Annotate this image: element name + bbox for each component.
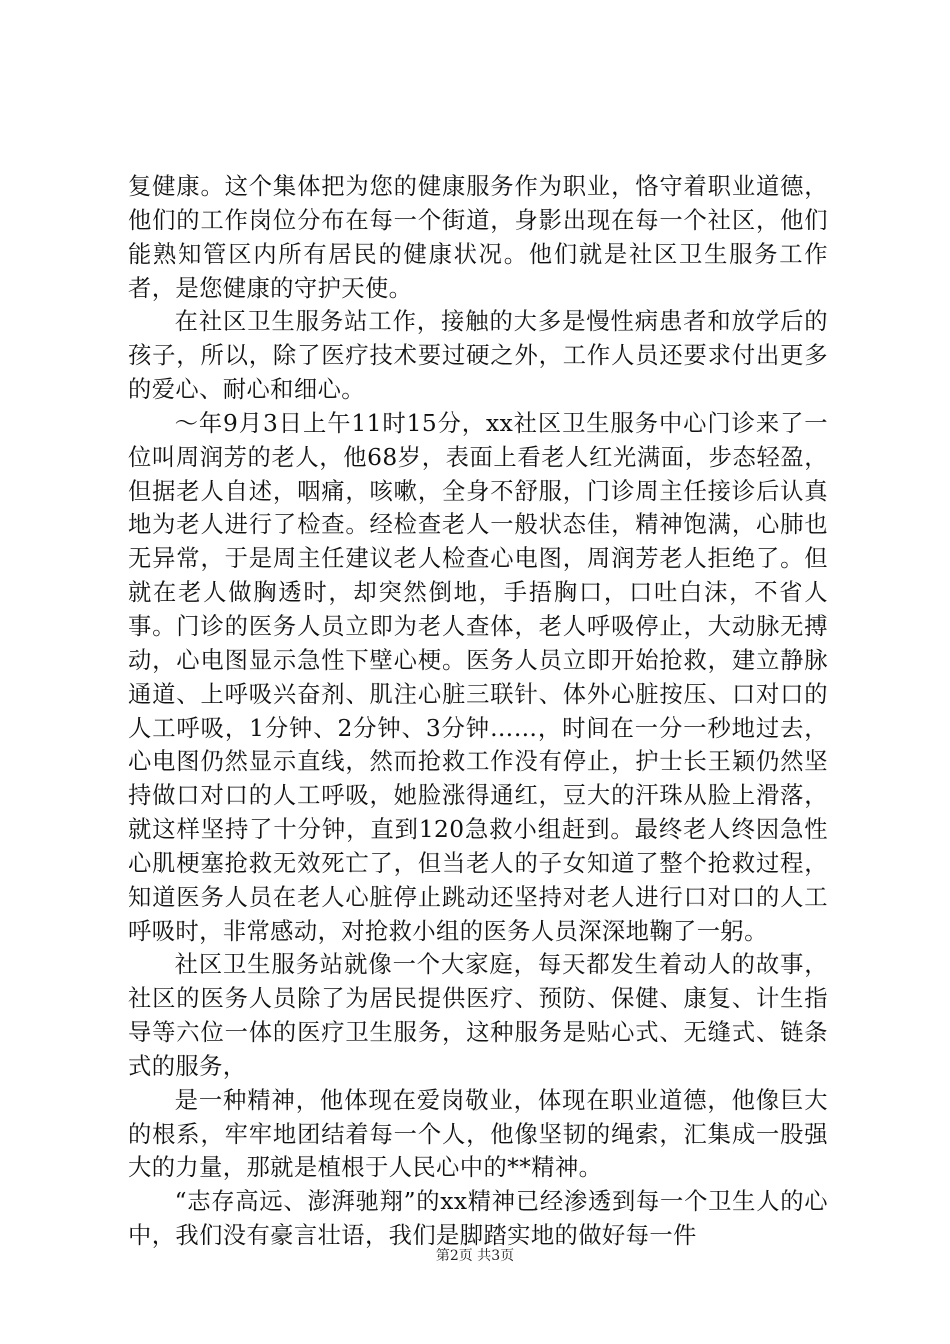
page-footer: [0, 1245, 950, 1265]
page-number-label: 第2页 共3页: [435, 1248, 515, 1264]
document-body: [128, 170, 828, 1253]
paragraph-4: 社区卫生服务站就像一个大家庭，每天都发生着动人的故事，社区的医务人员除了为居民提供医疗、预防、保健、康复、计生指导等六位一体的医疗卫生服务，这种服务是贴心式、无缝式、链条式的服务，: [128, 951, 828, 1080]
paragraph-3: ～年9月3日上午11时15分，xx社区卫生服务中心门诊来了一位叫周润芳的老人，他68岁，表面上看老人红光满面，步态轻盈，但据老人自述，咽痛，咳嗽，全身不舒服，门诊周主任接诊后认真地为老人进行了检查。经检查老人一般状态佳，精神饱满，心肺也无异常，于是周主任建议老人检查心电图，周润芳老人拒绝了。但就在老人做胸透时，却突然倒地，手捂胸口，口吐白沫，不省人事。门诊的医务人员立即为老人查体，老人呼吸停止，大动脉无搏动，心电图显示急性下壁心梗。医务人员立即开始抢救，建立静脉通道、上呼吸兴奋剂、肌注心脏三联针、体外心脏按压、口对口的人工呼吸，1分钟、2分钟、3分钟……，时间在一分一秒地过去，心电图仍然显示直线，然而抢救工作没有停止，护士长王颖仍然坚持做口对口的人工呼吸，她脸涨得通红，豆大的汗珠从脸上滑落，就这样坚持了十分钟，直到120急救小组赶到。最终老人终因急性心肌梗塞抢救无效死亡了，但当老人的子女知道了整个抢救过程，知道医务人员在老人心脏停止跳动还坚持对老人进行口对口的人工呼吸时，非常感动，对抢救小组的医务人员深深地鞠了一躬。: [128, 409, 828, 945]
paragraph-1: 复健康。这个集体把为您的健康服务作为职业，恪守着职业道德，他们的工作岗位分布在每一个街道，身影出现在每一个社区，他们能熟知管区内所有居民的健康状况。他们就是社区卫生服务工作者，是您健康的守护天使。: [128, 173, 828, 302]
paragraph-2: 在社区卫生服务站工作，接触的大多是慢性病患者和放学后的孩子，所以，除了医疗技术要过硬之外，工作人员还要求付出更多的爱心、耐心和细心。: [128, 308, 828, 404]
paragraph-5: 是一种精神，他体现在爱岗敬业，体现在职业道德，他像巨大的根系，牢牢地团结着每一个人，他像坚韧的绳索，汇集成一股强大的力量，那就是植根于人民心中的**精神。: [128, 1086, 828, 1182]
paragraph-6: “志存高远、澎湃驰翔”的xx精神已经渗透到每一个卫生人的心中，我们没有豪言壮语，我们是脚踏实地的做好每一件: [128, 1188, 828, 1250]
